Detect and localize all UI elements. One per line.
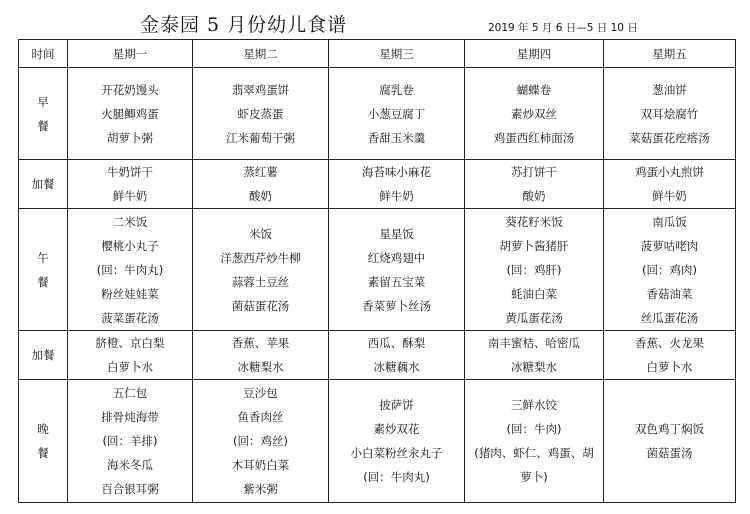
table-row-afternoon-snack: [19, 331, 736, 380]
dish: 樱桃小丸子: [101, 238, 159, 253]
dish: 西瓜、酥梨: [367, 336, 426, 350]
dish: 洋葱西芹炒牛柳: [220, 250, 301, 265]
dish: 蚝油白菜: [511, 286, 557, 301]
dish: 翡翠鸡蛋饼: [231, 82, 290, 97]
dish: 鱼香肉丝: [237, 410, 284, 424]
menu-cell: [68, 209, 193, 331]
dish: (回：牛肉丸): [96, 262, 164, 277]
dish: 菌菇蛋花汤: [231, 298, 290, 313]
dish: 火腿鲫鸡蛋: [101, 106, 159, 121]
menu-cell: [465, 160, 604, 209]
header-friday: 星期五: [604, 40, 736, 68]
menu-cell: [329, 331, 465, 380]
dish: 南丰蜜桔、哈密瓜: [488, 336, 580, 350]
dish: 萝卜): [520, 470, 548, 484]
menu-cell: [68, 68, 193, 160]
dish: (回：羊排): [102, 434, 158, 448]
dish: 蒜蓉土豆丝: [231, 274, 290, 289]
meal-label-snack: [19, 331, 68, 380]
menu-cell: [465, 68, 604, 160]
dish: (猪肉、虾仁、鸡蛋、胡: [474, 446, 594, 460]
dish: 开花奶馒头: [101, 82, 159, 97]
menu-cell: [465, 331, 604, 380]
dish: 双耳烩腐竹: [640, 106, 699, 121]
dish: 小白菜粉丝汆丸子: [350, 446, 443, 460]
dish: 粉丝娃娃菜: [101, 286, 159, 301]
table-row-lunch: [19, 209, 736, 331]
menu-cell: [465, 380, 604, 503]
dish: 牛奶饼干: [107, 165, 153, 179]
meal-label-snack: [19, 160, 68, 209]
dish: 素留五宝菜: [367, 274, 426, 289]
header-thursday: 星期四: [465, 40, 604, 68]
meal-label-line: 餐: [37, 274, 49, 289]
dish: (回：鸡丝): [233, 434, 288, 448]
menu-cell: [329, 68, 465, 160]
dish: 鲜牛奶: [652, 189, 687, 203]
dish: 葵花籽米饭: [505, 214, 563, 229]
page-title: 金泰园 5 月份幼儿食谱: [140, 14, 348, 36]
dish: 苏打饼干: [511, 165, 557, 179]
meal-label-line: 早: [37, 94, 49, 109]
dish: 鲜牛奶: [379, 189, 414, 203]
dish: 香蕉、火龙果: [635, 336, 704, 350]
menu-cell: [193, 380, 329, 503]
meal-label-line: 加餐: [31, 348, 55, 362]
header-tuesday: 星期二: [193, 40, 329, 68]
menu-cell: [68, 380, 193, 503]
dish: 双色鸡丁焖饭: [635, 422, 704, 436]
dish: 胡萝卜粥: [107, 130, 153, 145]
menu-cell: [193, 160, 329, 209]
dish: 菠菜蛋花汤: [101, 310, 159, 325]
menu-cell: [193, 68, 329, 160]
dish: 冰糖梨水: [511, 360, 557, 374]
dish: 菜菇蛋花疙瘩汤: [629, 130, 710, 145]
dish: 腐乳卷: [379, 82, 414, 97]
dish: 白萝卜水: [107, 360, 153, 374]
dish: 海米冬瓜: [107, 458, 153, 472]
table-row-morning-snack: [19, 160, 736, 209]
dish: (回：鸡肝): [506, 262, 562, 277]
dish: 黄瓜蛋花汤: [505, 310, 563, 325]
dish: (回：牛肉丸): [363, 470, 430, 484]
header-row: [19, 40, 736, 68]
dish: 葱油饼: [652, 82, 687, 97]
dish: 五仁包: [112, 386, 148, 400]
dish: 红烧鸡翅中: [367, 250, 426, 265]
dish: 南瓜饭: [652, 214, 687, 229]
meal-label-line: 加餐: [31, 177, 55, 191]
dish: 素炒双花: [373, 422, 420, 436]
meal-label-line: 餐: [37, 118, 49, 133]
dish: 百合银耳粥: [101, 482, 159, 496]
meal-label-lunch: [19, 209, 68, 331]
menu-cell: [604, 68, 736, 160]
dish: 香菜萝卜丝汤: [362, 298, 431, 313]
menu-cell: [68, 160, 193, 209]
dish: 海苔味小麻花: [362, 165, 431, 179]
dish: (回：鸡肉): [642, 262, 697, 277]
dish: 菠萝咕咾肉: [640, 238, 699, 253]
menu-cell: [193, 209, 329, 331]
dish: 蝴蝶卷: [516, 82, 552, 97]
dish: 豆沙包: [243, 386, 278, 400]
menu-cell: [329, 209, 465, 331]
dish: 冰糖梨水: [237, 360, 284, 374]
menu-cell: [604, 331, 736, 380]
dish: 丝瓜蛋花汤: [640, 310, 699, 325]
meal-label-line: 午: [37, 250, 49, 265]
meal-label-line: 餐: [37, 446, 49, 460]
dish: 冰糖藕水: [373, 360, 420, 374]
dish: 蒸红薯: [243, 165, 278, 179]
dish: 排骨炖海带: [101, 410, 159, 424]
meal-label-line: 晚: [37, 422, 49, 436]
meal-label-breakfast: [19, 68, 68, 160]
dish: 小葱豆腐丁: [367, 106, 426, 121]
table-row-breakfast: [19, 68, 736, 160]
dish: 鲜牛奶: [112, 189, 148, 203]
dish: 香甜玉米羹: [367, 130, 426, 145]
header-wednesday: 星期三: [329, 40, 465, 68]
meal-label-dinner: [19, 380, 68, 503]
dish: 紫米粥: [243, 482, 278, 496]
dish: 星星饭: [379, 226, 414, 241]
menu-cell: [604, 209, 736, 331]
dish: 虾皮蒸蛋: [237, 106, 284, 121]
date-range: 2019 年 5 月 6 日—5 日 10 日: [488, 22, 638, 34]
dish: 木耳奶白菜: [231, 458, 290, 472]
dish: 白萝卜水: [646, 360, 693, 374]
dish: 披萨饼: [379, 398, 414, 412]
header-time: 时间: [19, 40, 68, 68]
table-row-dinner: [19, 380, 736, 503]
menu-cell: [604, 160, 736, 209]
dish: 三鲜水饺: [511, 398, 557, 412]
dish: 鸡蛋小丸煎饼: [635, 165, 704, 179]
header-monday: 星期一: [68, 40, 193, 68]
menu-cell: [68, 331, 193, 380]
dish: 香菇油菜: [646, 286, 693, 301]
dish: 胡萝卜酱猪肝: [499, 238, 569, 253]
menu-table: [18, 39, 736, 503]
dish: 菌菇蛋汤: [646, 446, 693, 460]
menu-cell: [604, 380, 736, 503]
dish: 江米葡萄干粥: [226, 130, 295, 145]
dish: 香蕉、苹果: [231, 336, 290, 350]
dish: 脐橙、京白梨: [95, 336, 165, 350]
dish: 米饭: [249, 226, 272, 241]
dish: 酸奶: [522, 189, 546, 203]
menu-cell: [193, 331, 329, 380]
menu-cell: [329, 160, 465, 209]
dish: 酸奶: [249, 189, 272, 203]
menu-cell: [465, 209, 604, 331]
dish: 素炒双丝: [511, 106, 557, 121]
menu-cell: [329, 380, 465, 503]
dish: 鸡蛋西红柿面汤: [493, 130, 575, 145]
dish: (回：牛肉): [506, 422, 562, 436]
dish: 二米饭: [112, 214, 148, 229]
